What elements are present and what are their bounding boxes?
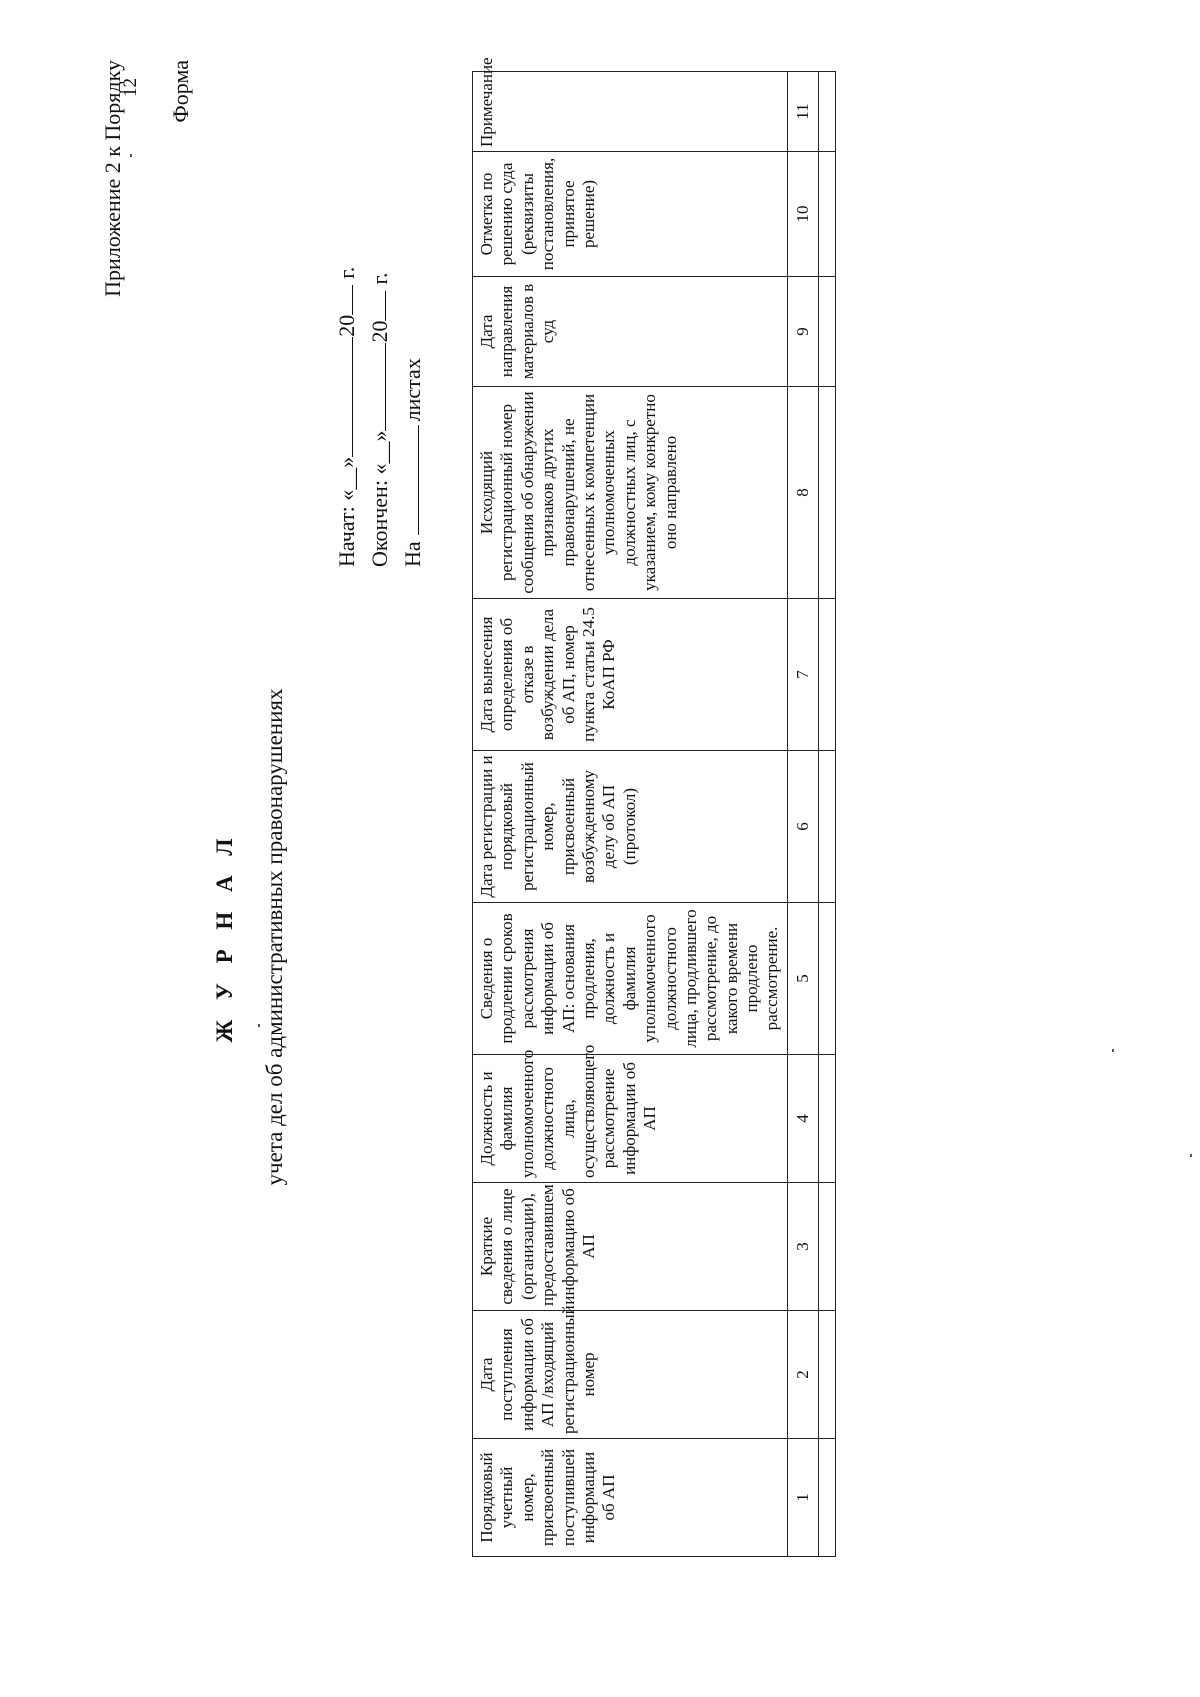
sheets-prefix: На bbox=[400, 541, 425, 567]
empty-cell bbox=[818, 1439, 835, 1557]
empty-cell bbox=[818, 72, 835, 152]
column-number: 6 bbox=[787, 751, 818, 903]
column-header: Исходящий регистрационный номер сообщения об обнаружении признаков других правонарушений, не отнесенных к компетенции уполномоченных должностных лиц, с указанием, кому конкретно оно направлено bbox=[473, 387, 788, 599]
empty-cell bbox=[818, 1311, 835, 1439]
started-line bbox=[330, 267, 363, 567]
column-header: Должность и фамилия уполномоченного должностного лица, осуществляющего рассмотрение информации об АП bbox=[473, 1055, 788, 1183]
column-header: Отметка по решению суда (реквизиты постановления, принятое решение) bbox=[473, 152, 788, 277]
column-number: 10 bbox=[787, 152, 818, 277]
column-header: Дата регистрации и порядковый регистрационный номер, присвоенный возбужденному делу об АП (протокол) bbox=[473, 751, 788, 903]
empty-entry-row bbox=[818, 72, 835, 1557]
column-number: 8 bbox=[787, 387, 818, 599]
scan-speck bbox=[1112, 1049, 1114, 1052]
finished-year-suffix: г. bbox=[367, 272, 392, 285]
column-number: 4 bbox=[787, 1055, 818, 1183]
empty-cell bbox=[818, 1055, 835, 1183]
empty-cell bbox=[818, 751, 835, 903]
column-number: 9 bbox=[787, 277, 818, 387]
column-header: Дата поступления информации об АП /входящий регистрационный номер bbox=[473, 1311, 788, 1439]
empty-cell bbox=[818, 1183, 835, 1311]
column-header: Дата направления материалов в суд bbox=[473, 277, 788, 387]
column-number: 5 bbox=[787, 903, 818, 1055]
column-header: Порядковый учетный номер, присвоенный поступившей информации об АП bbox=[473, 1439, 788, 1557]
column-number: 3 bbox=[787, 1183, 818, 1311]
started-year-suffix: г. bbox=[334, 266, 359, 279]
started-prefix: Начат: «__» bbox=[334, 456, 359, 567]
finished-prefix: Окончен: «__» bbox=[367, 430, 392, 567]
column-header: Дата вынесения определения об отказе в возбуждении дела об АП, номер пункта статьи 24.5 КоАП РФ bbox=[473, 599, 788, 751]
finished-line bbox=[363, 267, 396, 567]
column-number: 11 bbox=[787, 72, 818, 152]
scan-speck bbox=[1190, 1154, 1192, 1157]
journal-title: Ж У Р Н А Л bbox=[212, 831, 237, 1043]
journal-dates bbox=[330, 267, 429, 567]
column-header: Примечание bbox=[473, 72, 788, 152]
sheets-count-blank bbox=[396, 425, 419, 535]
column-number: 1 bbox=[787, 1439, 818, 1557]
appendix-label: Приложение 2 к Порядку bbox=[100, 60, 125, 297]
empty-cell bbox=[818, 387, 835, 599]
column-number: 7 bbox=[787, 599, 818, 751]
empty-cell bbox=[818, 599, 835, 751]
finished-year-blank bbox=[363, 291, 386, 321]
column-header: Краткие сведения о лице (организации), предоставившем информацию об АП bbox=[473, 1183, 788, 1311]
column-number-row bbox=[787, 72, 818, 1557]
page-number: 12 bbox=[120, 78, 141, 97]
column-header: Сведения о продлении сроков рассмотрения информации об АП: основания продления, должность и фамилия уполномоченного должностного лица, продлившего рассмотрение, до какого времени продлено рассмотрение. bbox=[473, 903, 788, 1055]
started-year-prefix: 20 bbox=[334, 314, 359, 337]
finished-year-prefix: 20 bbox=[367, 320, 392, 343]
table-header-row bbox=[473, 72, 788, 1557]
empty-cell bbox=[818, 277, 835, 387]
started-month-blank bbox=[330, 337, 353, 457]
finished-month-blank bbox=[363, 343, 386, 431]
sheets-line bbox=[396, 267, 429, 567]
sheets-suffix: листах bbox=[400, 358, 425, 422]
journal-subtitle: учета дел об административных правонарушениях bbox=[262, 688, 287, 1186]
scan-speck bbox=[130, 154, 132, 157]
form-label: Форма bbox=[168, 60, 193, 123]
started-year-blank bbox=[330, 285, 353, 315]
column-number: 2 bbox=[787, 1311, 818, 1439]
scan-speck bbox=[258, 1024, 260, 1027]
empty-cell bbox=[818, 152, 835, 277]
journal-table bbox=[472, 57, 836, 1557]
empty-cell bbox=[818, 903, 835, 1055]
